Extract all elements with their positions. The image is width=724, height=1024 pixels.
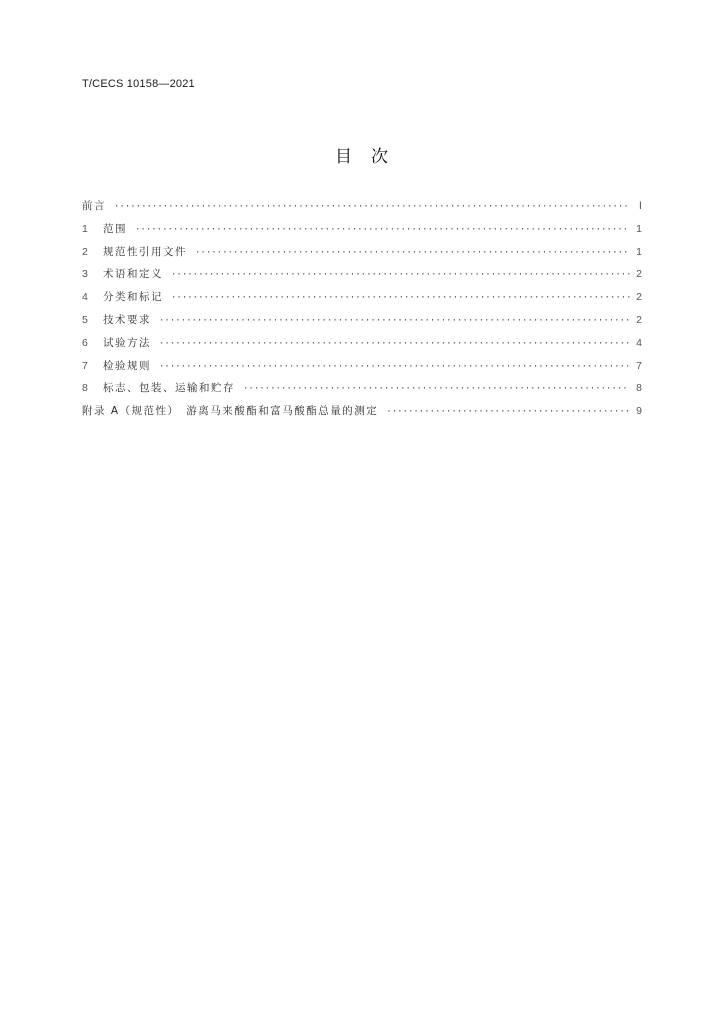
toc-entry-technical-requirements[interactable] [82, 312, 642, 335]
toc-page-number: 9 [636, 405, 642, 418]
toc-page-number: 2 [636, 291, 642, 304]
toc-entry-normative-references[interactable] [82, 244, 642, 267]
toc-page-number: 2 [636, 268, 642, 281]
toc-label: 规范性引用文件 [103, 245, 187, 258]
toc-leader-dots [195, 248, 630, 258]
toc-page-number: 4 [636, 336, 642, 349]
toc-leader-dots [159, 339, 630, 349]
toc-label: 检验规则 [103, 359, 151, 372]
toc-page-number: 1 [636, 245, 642, 258]
toc-section-number: 7 [82, 359, 88, 372]
toc-section-number: 1 [82, 222, 88, 235]
toc-entry-terms-definitions[interactable] [82, 266, 642, 289]
toc-label: 术语和定义 [103, 268, 163, 281]
toc-page-number: 2 [636, 313, 642, 326]
table-of-contents [82, 198, 642, 426]
document-code: T/CECS 10158—2021 [82, 78, 195, 90]
toc-page-number: 7 [636, 359, 642, 372]
toc-label: 标志、包装、运输和贮存 [103, 382, 235, 395]
toc-entry-inspection-rules[interactable] [82, 358, 642, 381]
toc-leader-dots [114, 202, 630, 212]
toc-section-number: 6 [82, 336, 88, 349]
toc-leader-dots [135, 225, 630, 235]
toc-section-number: 8 [82, 382, 88, 395]
toc-label: 试验方法 [103, 336, 151, 349]
toc-leader-dots [159, 316, 630, 326]
toc-leader-dots [386, 407, 630, 417]
toc-section-number: 3 [82, 268, 88, 281]
toc-entry-marking-packaging[interactable] [82, 380, 642, 403]
toc-page-number: 8 [636, 382, 642, 395]
toc-label: 分类和标记 [103, 291, 163, 304]
toc-leader-dots [243, 384, 630, 394]
toc-label: 范围 [103, 222, 127, 235]
toc-section-number: 2 [82, 245, 88, 258]
toc-leader-dots [171, 270, 630, 280]
toc-label: 附录 A（规范性） 游离马来酸酯和富马酸酯总量的测定 [82, 405, 379, 418]
toc-entry-appendix-a[interactable] [82, 403, 642, 426]
toc-entry-preface[interactable] [82, 198, 642, 221]
toc-label: 前言 [82, 200, 106, 212]
toc-page-number: Ⅰ [638, 200, 642, 212]
toc-section-number: 5 [82, 313, 88, 326]
page-title: 目 次 [335, 147, 389, 167]
toc-page-number: 1 [636, 222, 642, 235]
toc-label: 技术要求 [103, 313, 151, 326]
toc-entry-classification[interactable] [82, 289, 642, 312]
toc-section-number: 4 [82, 291, 88, 304]
toc-leader-dots [159, 362, 630, 372]
toc-entry-test-methods[interactable] [82, 335, 642, 358]
toc-entry-scope[interactable] [82, 221, 642, 244]
toc-leader-dots [171, 293, 630, 303]
